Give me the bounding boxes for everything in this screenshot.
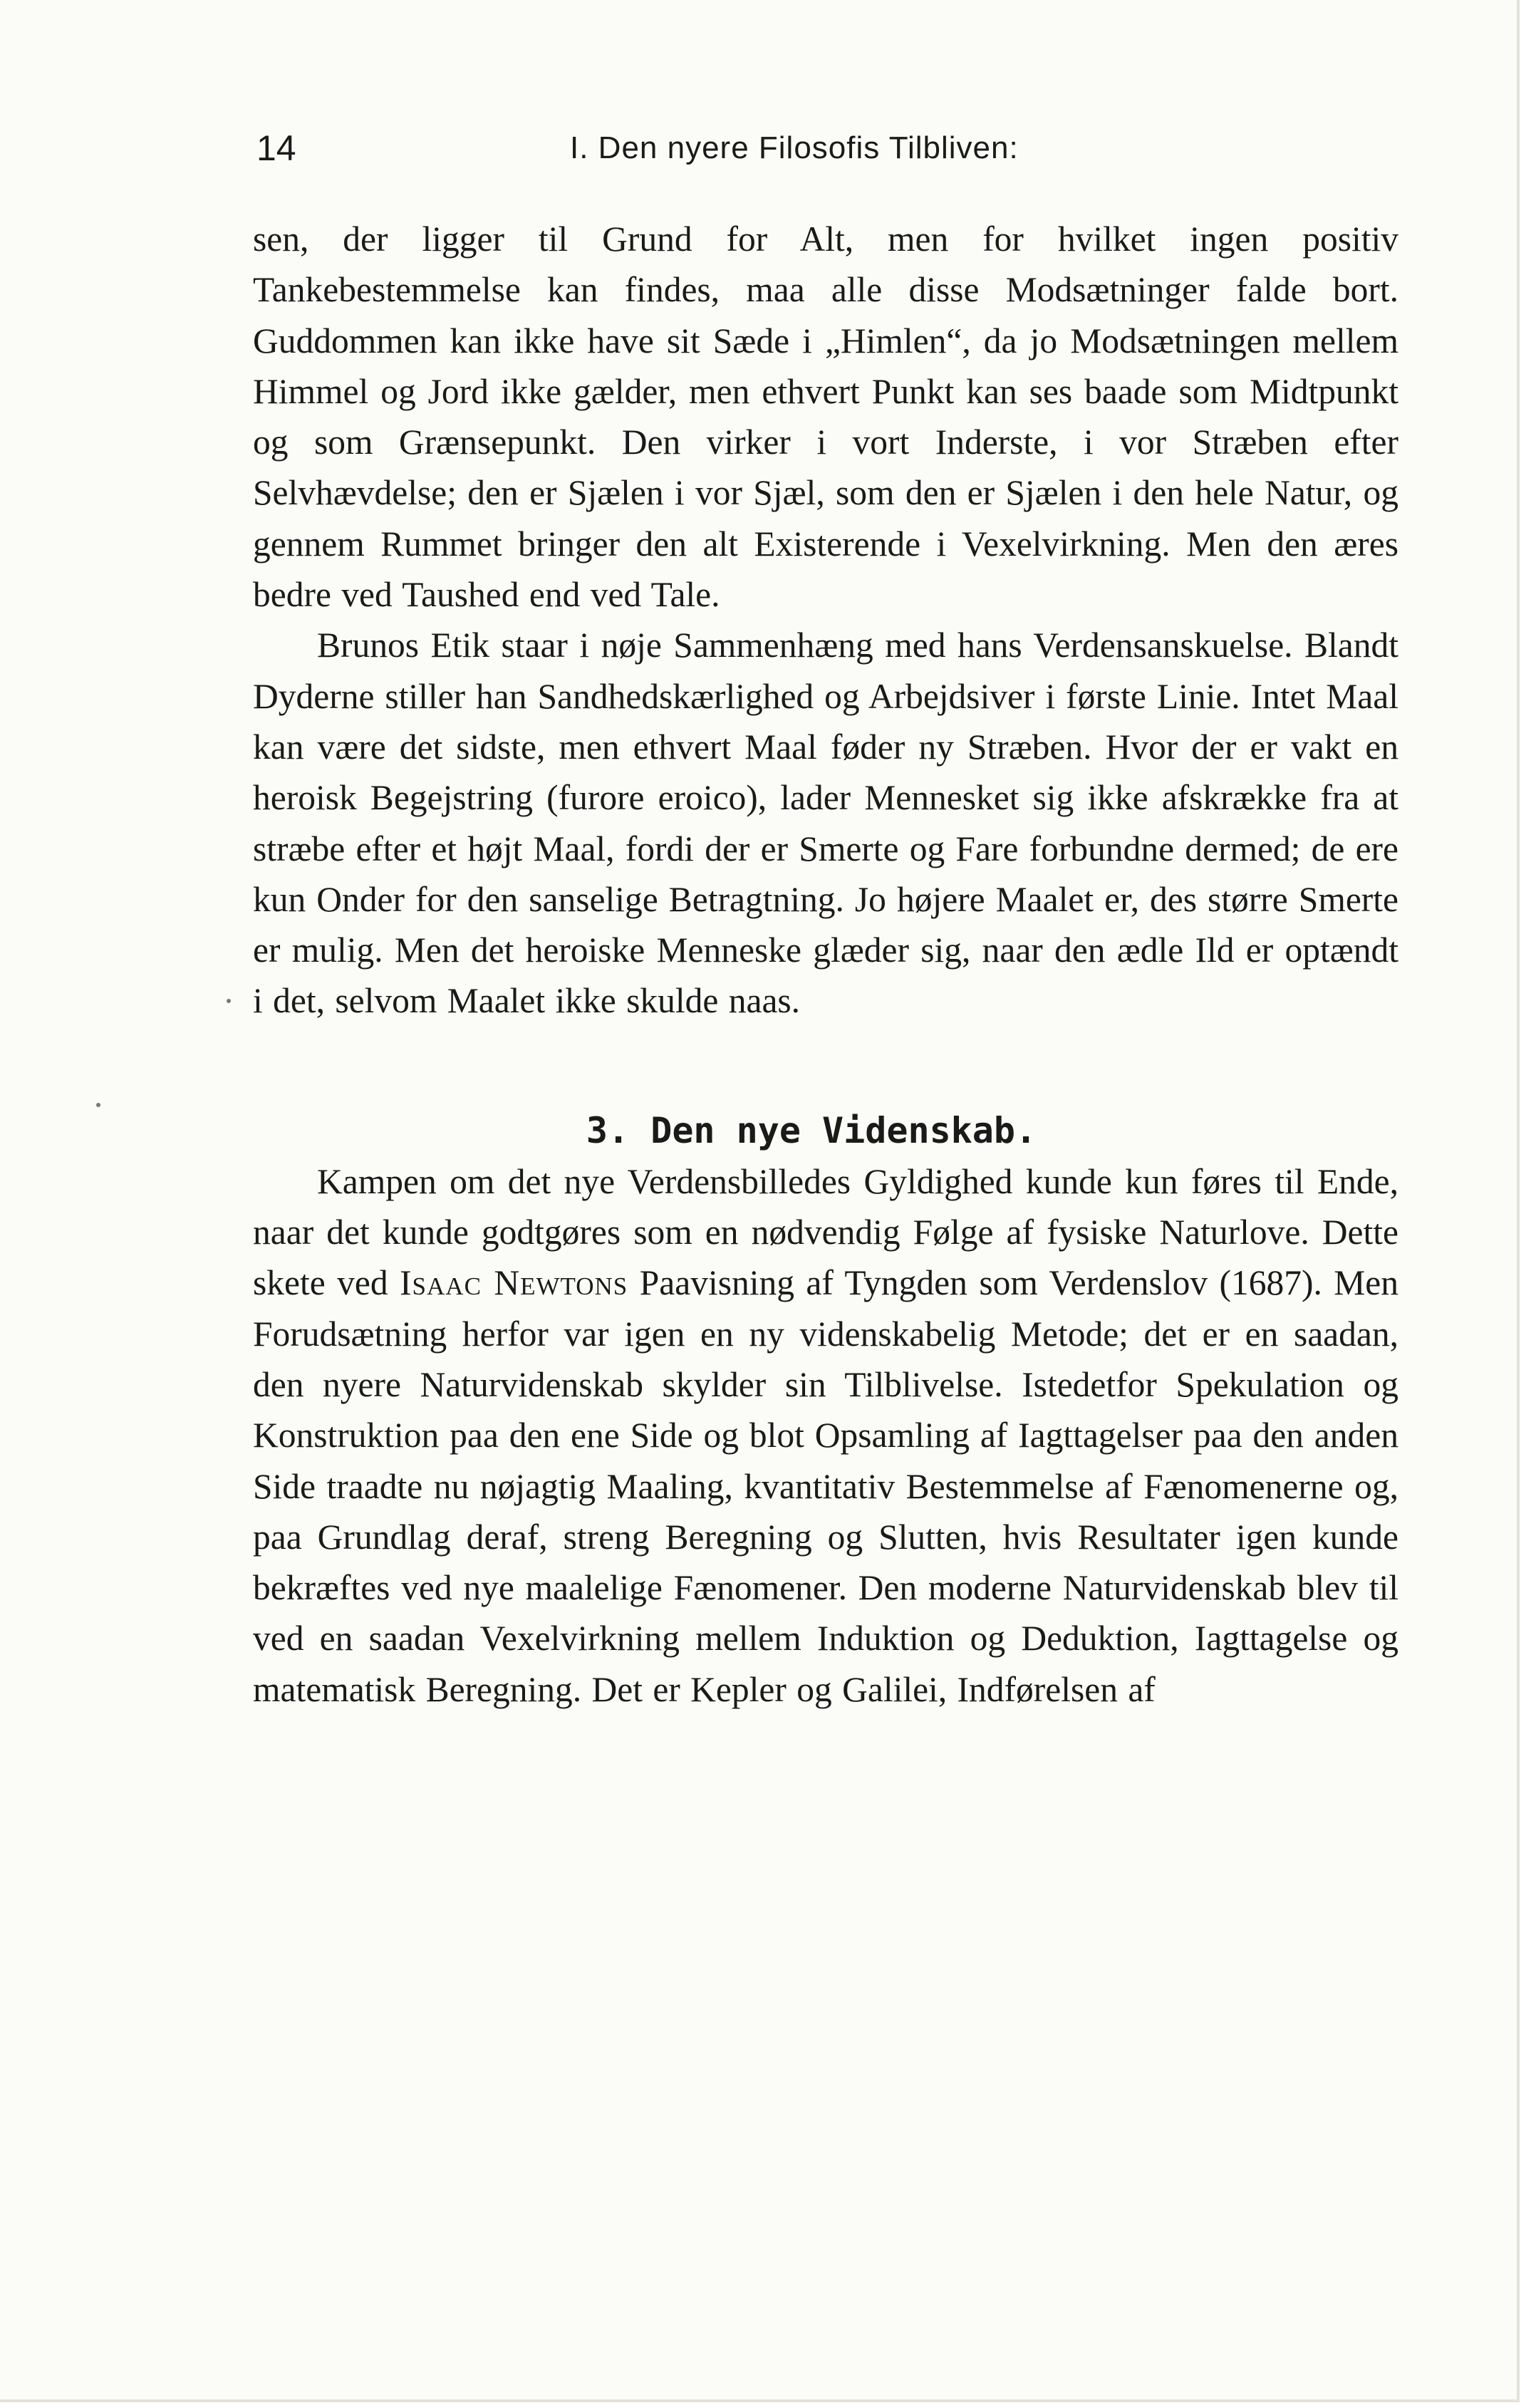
person-name-newton: Isaac Newtons — [400, 1263, 628, 1303]
paragraph-text-end: Paavisning af Tyngden som Verdenslov (1687). Men Forudsætning herfor var igen en ny videnskabelig Metode; det er en saadan, den nyere Naturvidenskab skylder sin Tilblivelse. Istedetfor Spekulation og Konstruktion paa den ene Side og blot Opsamling af Iagttagelser paa den anden Side traadte nu nøjagtig Maaling, kvantitativ Bestemmelse af Fænomenerne og, paa Grundlag deraf, streng Beregning og Slutten, hvis Resultater igen kunde bekræftes ved nye maalelige Fænomener. Den moderne Naturvidenskab blev til ved en saadan Vexelvirkning mellem Induktion og Deduktion, Iagttagelse og matematisk Beregning. Det er Kepler og Galilei, Indførelsen af — [253, 1263, 1399, 1709]
paragraph-new-science — [253, 1156, 1398, 1715]
page-header — [256, 127, 1396, 170]
print-speck — [96, 1103, 100, 1107]
print-speck — [227, 999, 231, 1003]
body-text — [253, 214, 1398, 1715]
paragraph-text-start: Kampen om det nye Verdensbilledes Gyldighed kunde kun føres til Ende, naar det kunde godtgøres som en nødvendig Følge af fysiske Naturlove. Dette skete ved — [253, 1161, 1398, 1303]
paragraph-brunos-ethics: Brunos Etik staar i nøje Sammenhæng med hans Verdensanskuelse. Blandt Dyderne stiller han Sandhedskærlighed og Arbejdsiver i første Linie. Intet Maal kan være det sidste, men ethvert Maal føder ny Stræben. Hvor der er vakt en heroisk Begejstring (furore eroico), lader Mennesket sig ikke afskrække fra at stræbe efter et højt Maal, fordi der er Smerte og Fare forbundne dermed; de ere kun Onder for den sanselige Betragtning. Jo højere Maalet er, des større Smerte er mulig. Men det heroiske Menneske glæder sig, naar den ædle Ild er optændt i det, selvom Maalet ikke skulde naas. — [253, 626, 1398, 1021]
section-heading: 3. Den nye Videnskab. — [586, 1109, 1037, 1151]
paragraph-continued: sen, der ligger til Grund for Alt, men for hvilket ingen positiv Tankebestemmelse kan findes, maa alle disse Modsætninger falde bort. Guddommen kan ikke have sit Sæde i „Himlen“, da jo Modsætningen mellem Himmel og Jord ikke gælder, men ethvert Punkt kan ses baade som Midtpunkt og som Grænsepunkt. Den virker i vort Inderste, i vor Stræben efter Selvhævdelse; den er Sjælen i vor Sjæl, som den er Sjælen i den hele Natur, og gennem Rummet bringer den alt Existerende i Vexelvirkning. Men den æres bedre ved Taushed end ved Tale. — [253, 219, 1398, 615]
page-number: 14 — [256, 128, 296, 168]
running-head: I. Den nyere Filosofis Tilbliven: — [570, 130, 1019, 165]
